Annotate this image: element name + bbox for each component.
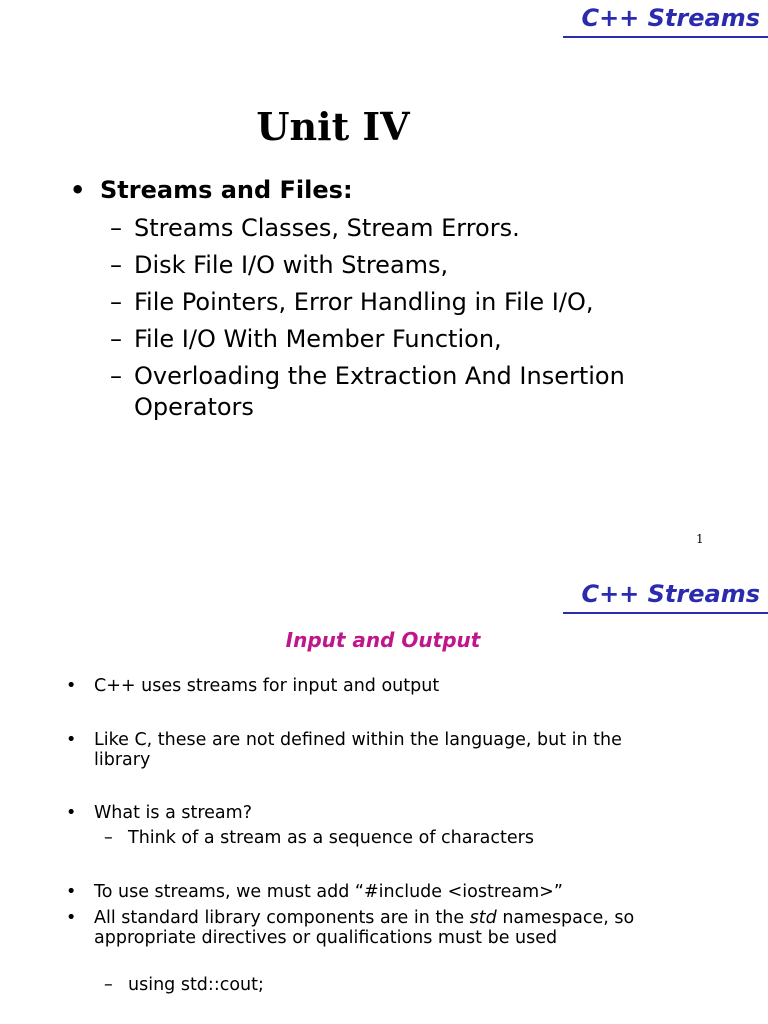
dash-icon: – bbox=[110, 362, 122, 390]
list-item-text: File I/O With Member Function, bbox=[134, 325, 502, 353]
list-item bbox=[110, 287, 694, 318]
bullet-icon: • bbox=[66, 730, 77, 750]
list-item bbox=[110, 361, 694, 423]
header-underline bbox=[563, 36, 768, 38]
sub-bullet-list bbox=[110, 213, 694, 429]
bullet-text: To use streams, we must add “#include <iostream>” bbox=[94, 882, 563, 902]
bullet-text: What is a stream? bbox=[94, 803, 252, 823]
slide-title: Unit IV bbox=[256, 104, 410, 149]
slide-header: C++ Streams bbox=[581, 4, 760, 32]
bullet-icon: • bbox=[66, 882, 77, 902]
bullet-icon: • bbox=[66, 803, 77, 823]
list-item-text: File Pointers, Error Handling in File I/O, bbox=[134, 288, 594, 316]
dash-icon: – bbox=[104, 975, 113, 995]
bullet-icon: • bbox=[66, 676, 77, 696]
dash-icon: – bbox=[110, 288, 122, 316]
sub-bullet-text: Think of a stream as a sequence of characters bbox=[128, 828, 534, 848]
slide-title-text: Input and Output bbox=[285, 628, 481, 652]
list-item bbox=[110, 213, 694, 244]
dash-icon: – bbox=[110, 325, 122, 353]
list-item-text: Disk File I/O with Streams, bbox=[134, 251, 449, 279]
std-emphasis: std bbox=[469, 908, 497, 928]
bullet-text: C++ uses streams for input and output bbox=[94, 676, 440, 696]
dash-icon: – bbox=[110, 214, 122, 242]
main-bullet-text: Streams and Files: bbox=[100, 176, 353, 204]
list-item bbox=[110, 324, 694, 355]
bullet-text-part: All standard library components are in the bbox=[94, 908, 470, 928]
list-item bbox=[110, 250, 694, 281]
bullet-icon: • bbox=[66, 908, 77, 928]
bullet-text-part: namespace, so appropriate directives or qualifications must be used bbox=[94, 908, 635, 948]
list-item-text: Overloading the Extraction And Insertion Operators bbox=[134, 362, 625, 421]
page-number: 1 bbox=[696, 532, 704, 546]
sub-bullet-text: using std::cout; bbox=[128, 975, 264, 995]
bullet-text: Like C, these are not defined within the language, but in the library bbox=[94, 730, 622, 770]
slide-header: C++ Streams bbox=[581, 580, 760, 608]
dash-icon: – bbox=[104, 828, 113, 848]
dash-icon: – bbox=[110, 251, 122, 279]
bullet-text bbox=[94, 908, 654, 948]
header-underline bbox=[563, 612, 768, 614]
slide-title bbox=[0, 628, 768, 652]
slide-2 bbox=[0, 560, 768, 1024]
list-item-text: Streams Classes, Stream Errors. bbox=[134, 214, 520, 242]
bullet-icon: • bbox=[70, 176, 86, 204]
